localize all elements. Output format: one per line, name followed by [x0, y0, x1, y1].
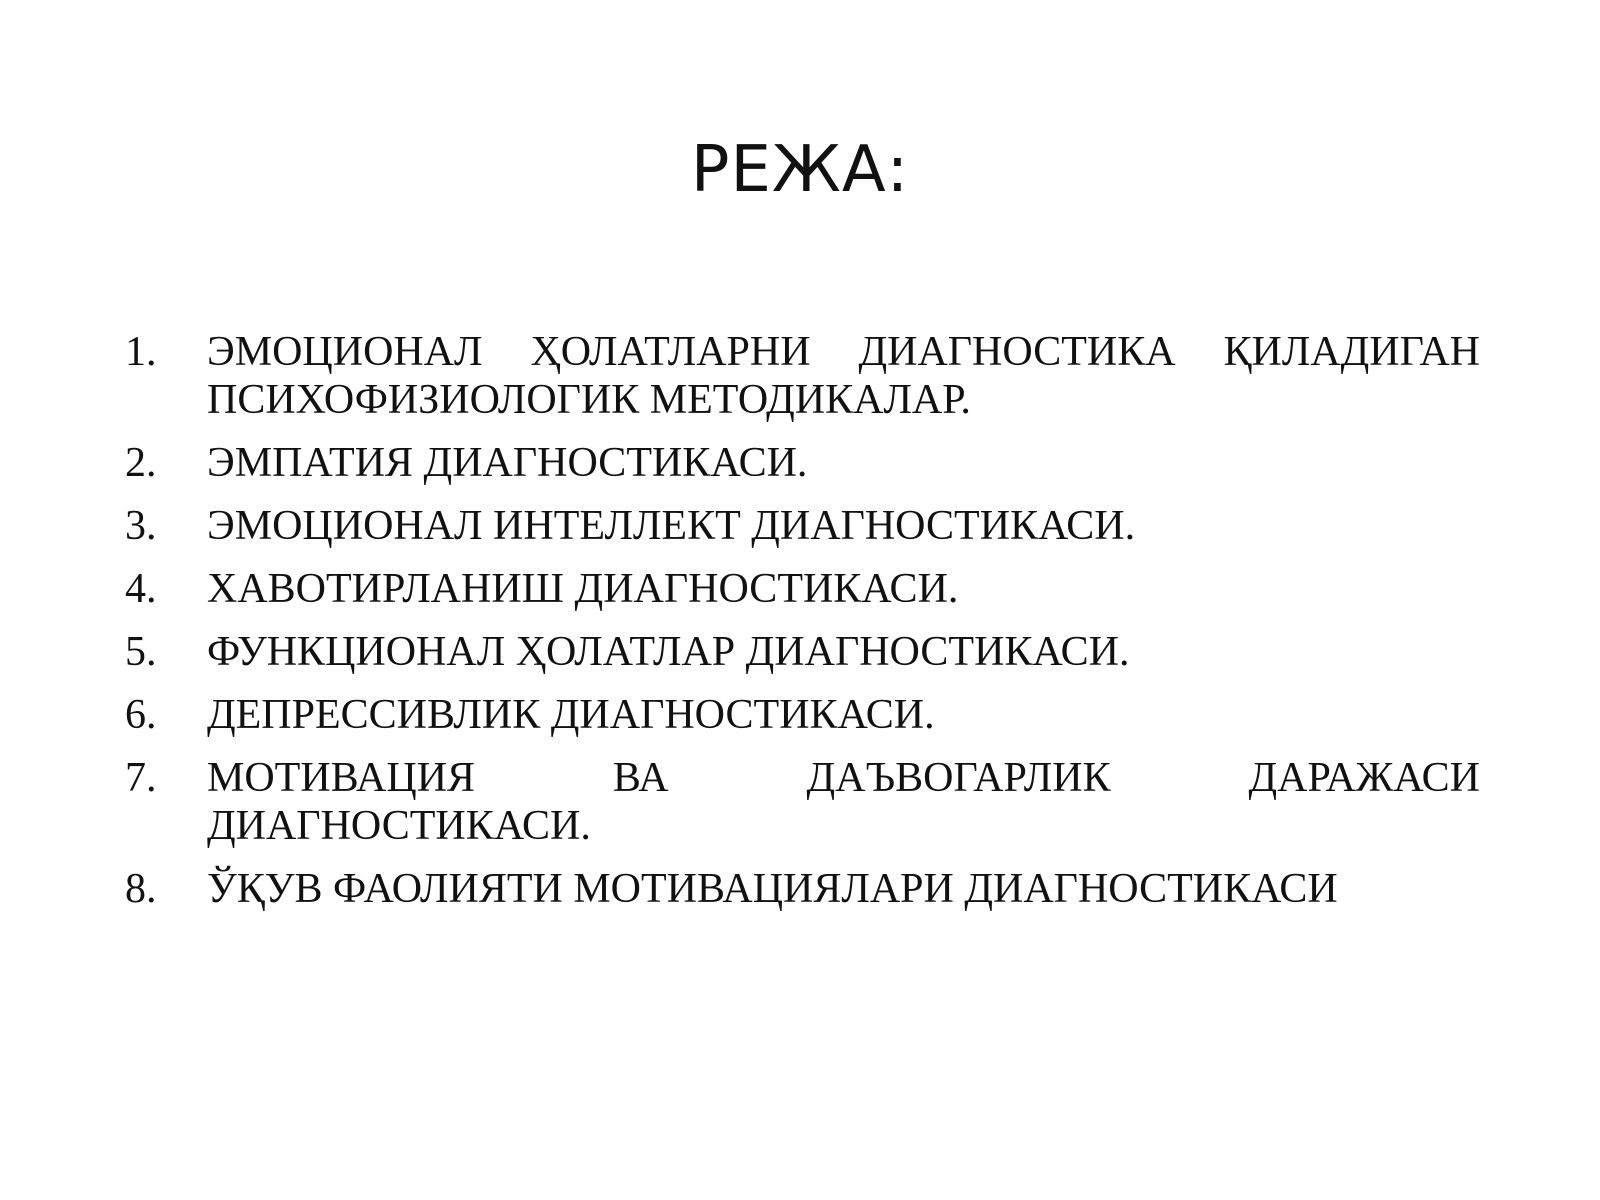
- agenda-item-text: МОТИВАЦИЯ ВА ДАЪВОГАРЛИК ДАРАЖАСИ ДИАГНОСТИКАСИ.: [207, 755, 1480, 849]
- agenda-item-3: [125, 502, 1480, 550]
- agenda-item-number: 6.: [125, 692, 157, 738]
- agenda-item-6: [125, 691, 1480, 739]
- agenda-item-text: ФУНКЦИОНАЛ ҲОЛАТЛАР ДИАГНОСТИКАСИ.: [207, 629, 1130, 675]
- agenda-item-number: 1.: [125, 329, 157, 375]
- agenda-item-number: 4.: [125, 566, 157, 612]
- agenda-item-text: ЎҚУВ ФАОЛИЯТИ МОТИВАЦИЯЛАРИ ДИАГНОСТИКАСИ: [207, 866, 1338, 912]
- agenda-item-text: ХАВОТИРЛАНИШ ДИАГНОСТИКАСИ.: [207, 566, 959, 612]
- agenda-item-number: 8.: [125, 866, 157, 912]
- agenda-item-text: ЭМПАТИЯ ДИАГНОСТИКАСИ.: [207, 440, 808, 486]
- agenda-item-number: 3.: [125, 503, 157, 549]
- agenda-item-2: [125, 439, 1480, 487]
- agenda-item-4: [125, 565, 1480, 613]
- agenda-item-text: ДЕПРЕССИВЛИК ДИАГНОСТИКАСИ.: [207, 692, 935, 738]
- agenda-list: [125, 328, 1480, 928]
- agenda-item-number: 2.: [125, 440, 157, 486]
- agenda-item-1: [125, 328, 1480, 424]
- agenda-item-number: 5.: [125, 629, 157, 675]
- agenda-item-number: 7.: [125, 755, 157, 801]
- agenda-item-5: [125, 628, 1480, 676]
- agenda-item-7: [125, 754, 1480, 850]
- agenda-item-text: ЭМОЦИОНАЛ ИНТЕЛЛЕКТ ДИАГНОСТИКАСИ.: [207, 503, 1136, 549]
- slide-title: РЕЖА:: [690, 133, 910, 207]
- agenda-item-8: [125, 865, 1480, 913]
- agenda-item-text: ЭМОЦИОНАЛ ҲОЛАТЛАРНИ ДИАГНОСТИКА ҚИЛАДИГАН ПСИХОФИЗИОЛОГИК МЕТОДИКАЛАР.: [207, 329, 1480, 423]
